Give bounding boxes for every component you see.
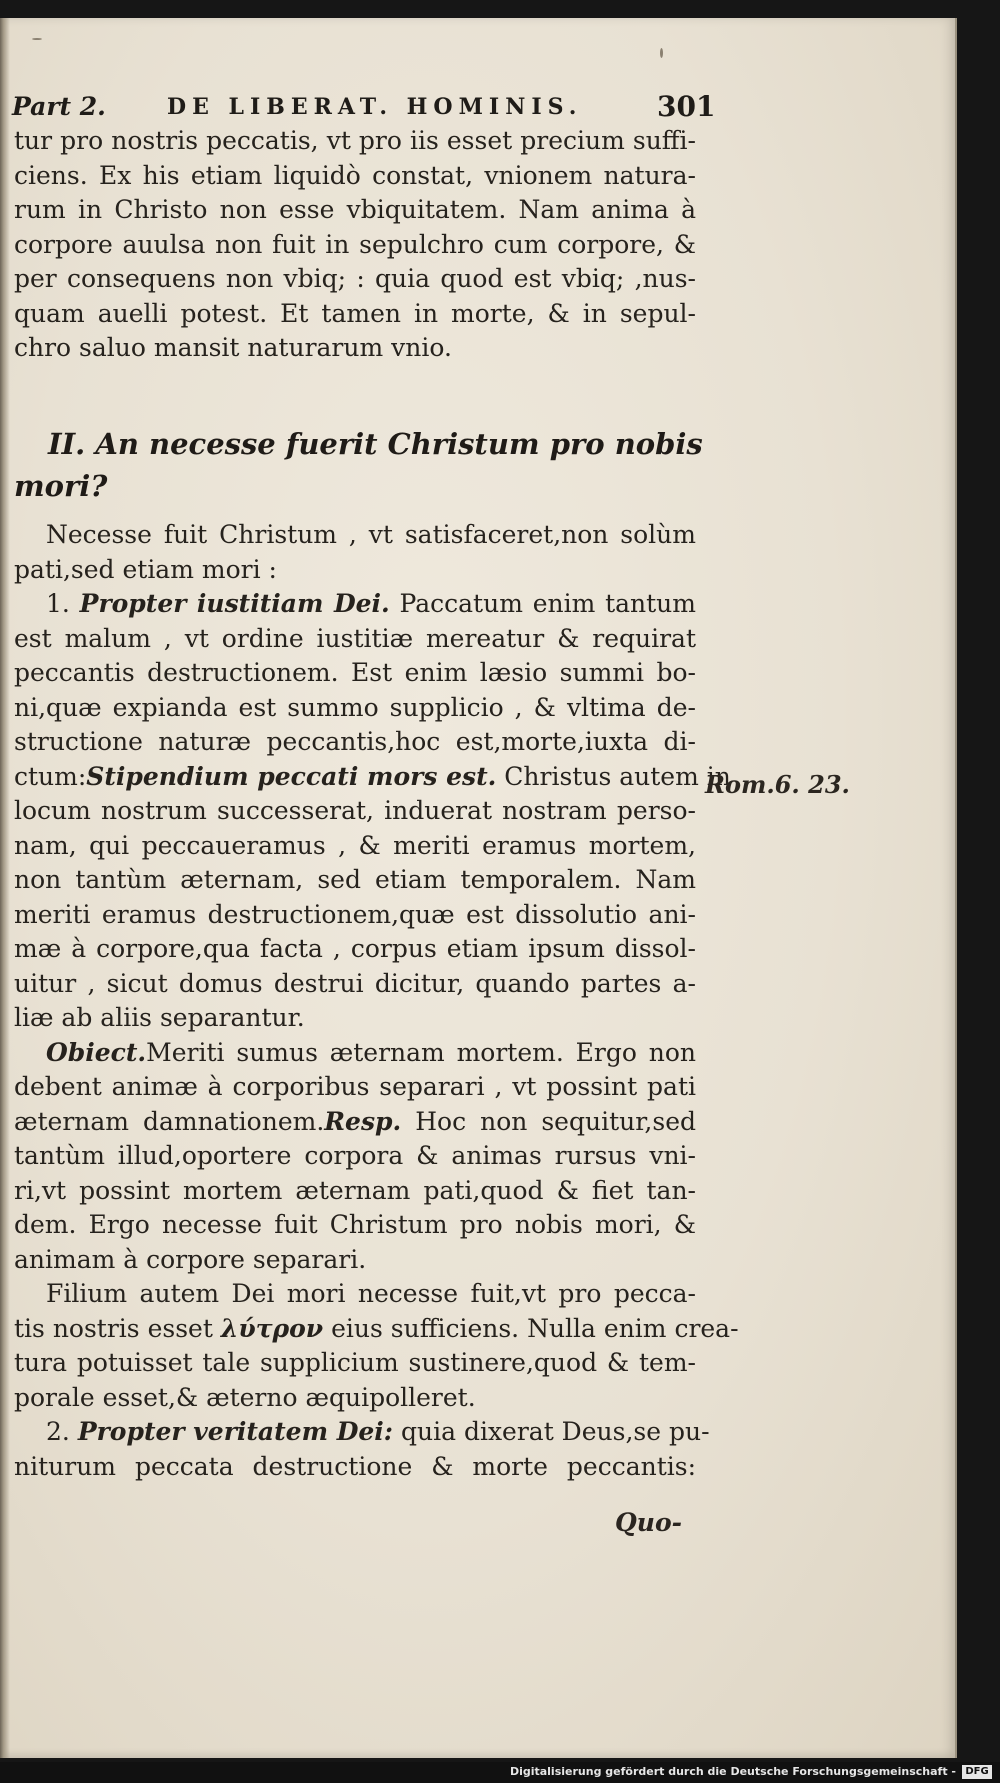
heading-line-2: mori? [14,469,108,503]
running-head [12,88,716,128]
greek-word: λύτρον [220,1313,324,1343]
text-line: est malum , vt ordine iustitiæ mereatur & requirat [14,623,696,653]
page-number: 301 [657,90,716,123]
text-line: dem. Ergo necesse fuit Christum pro nobis mori, & [14,1210,696,1239]
running-head-title: DE LIBERAT. HOMINIS. [167,94,583,120]
page-binding-edge [0,18,10,1758]
text-line: locum nostrum successerat, induerat nostram perso- [14,796,696,825]
text-line [14,760,731,795]
text-line: ri,vt possint mortem æternam pati,quod & fiet tan- [14,1175,696,1205]
section-heading [14,423,708,507]
text-line: non tantùm æternam, sed etiam temporalem. Nam [14,865,696,894]
paper-speck [660,48,663,58]
text-run: tis nostris esset [14,1313,221,1343]
paper-speck [32,38,42,40]
text-line: tur pro nostris peccatis, vt pro iis esset precium suffi- [14,126,696,155]
item-number: 1. [46,589,80,618]
text-line: pati,sed etiam mori : [14,554,277,584]
text-line: liæ ab aliis separantur. [14,1003,305,1032]
text-run: Meriti sumus æternam mortem. Ergo non [146,1037,696,1067]
text-line: tura potuisset tale supplicium sustinere,quod & tem- [14,1348,696,1377]
heading-line-1: II. An necesse fuerit Christum pro nobis [48,427,703,461]
running-head-part: Part 2. [12,92,106,121]
italic-phrase: Stipendium peccati mors est. [86,761,497,791]
italic-phrase: Propter veritatem Dei: [77,1417,394,1446]
text-line: Necesse fuit Christum , vt satisfaceret,non solùm [46,520,696,549]
text-line: uitur , sicut domus destrui dicitur, quando partes a- [14,968,696,998]
digitization-footer [0,1762,1000,1783]
text-line: tantùm illud,oportere corpora & animas rursus vni- [14,1141,696,1170]
text-line: ciens. Ex his etiam liquidò constat, vnionem natura- [14,160,696,190]
funding-credit: Digitalisierung gefördert durch die Deutsche Forschungsgemeinschaft - [509,1765,956,1778]
text-run: eius sufficiens. Nulla enim crea- [323,1313,739,1343]
text-line: structione naturæ peccantis,hoc est,morte,iuxta di- [14,727,696,756]
catchword: Quo- [615,1508,683,1537]
text-line: animam à corpore separari. [14,1244,367,1274]
text-line: per consequens non vbiq; : quia quod est vbiq; ,nus- [14,264,696,293]
dfg-logo-icon: DFG [962,1765,992,1779]
text-line: chro saluo mansit naturarum vnio. [14,333,452,362]
book-page [0,18,957,1758]
italic-phrase: Obiect. [46,1037,147,1067]
text-block-2 [14,518,739,1484]
text-line: corpore auulsa non fuit in sepulchro cum corpore, & [14,229,696,259]
italic-phrase: Propter iustitiam Dei. [79,589,390,618]
text-line: meriti eramus destructionem,quæ est dissolutio ani- [14,899,696,929]
text-line: rum in Christo non esse vbiquitatem. Nam anima à [14,195,696,224]
text-run: ctum: [14,761,87,791]
text-line: debent animæ à corporibus separari , vt possint pati [14,1072,696,1101]
text-line: mæ à corpore,qua facta , corpus etiam ipsum dissol- [14,934,696,963]
text-line [14,587,696,622]
text-line: nam, qui peccaueramus , & meriti eramus mortem, [14,830,696,860]
text-run: æternam damnationem. [14,1106,325,1136]
text-block-1 [14,124,696,366]
text-line [14,1415,710,1450]
text-line: peccantis destructionem. Est enim læsio summi bo- [14,658,696,687]
text-run: quia dixerat Deus,se pu- [393,1417,710,1446]
text-run: Hoc non sequitur,sed [401,1106,696,1136]
italic-phrase: Resp. [324,1106,402,1136]
text-line [14,1105,696,1140]
text-line: ni,quæ expianda est summo supplicio , & vltima de- [14,692,696,722]
text-line: Filium autem Dei mori necesse fuit,vt pro pecca- [46,1279,696,1308]
text-run: Paccatum enim tantum [389,589,696,618]
text-line: quam auelli potest. Et tamen in morte, & in sepul- [14,298,696,328]
item-number: 2. [46,1417,78,1446]
text-run: Christus autem in [496,761,731,791]
text-line: porale esset,& æterno æquipolleret. [14,1382,476,1412]
text-line: niturum peccata destructione & morte peccantis: [14,1451,696,1481]
text-line [14,1312,739,1347]
marginal-note: Rom.6. 23. [705,770,850,799]
text-line [14,1036,696,1071]
